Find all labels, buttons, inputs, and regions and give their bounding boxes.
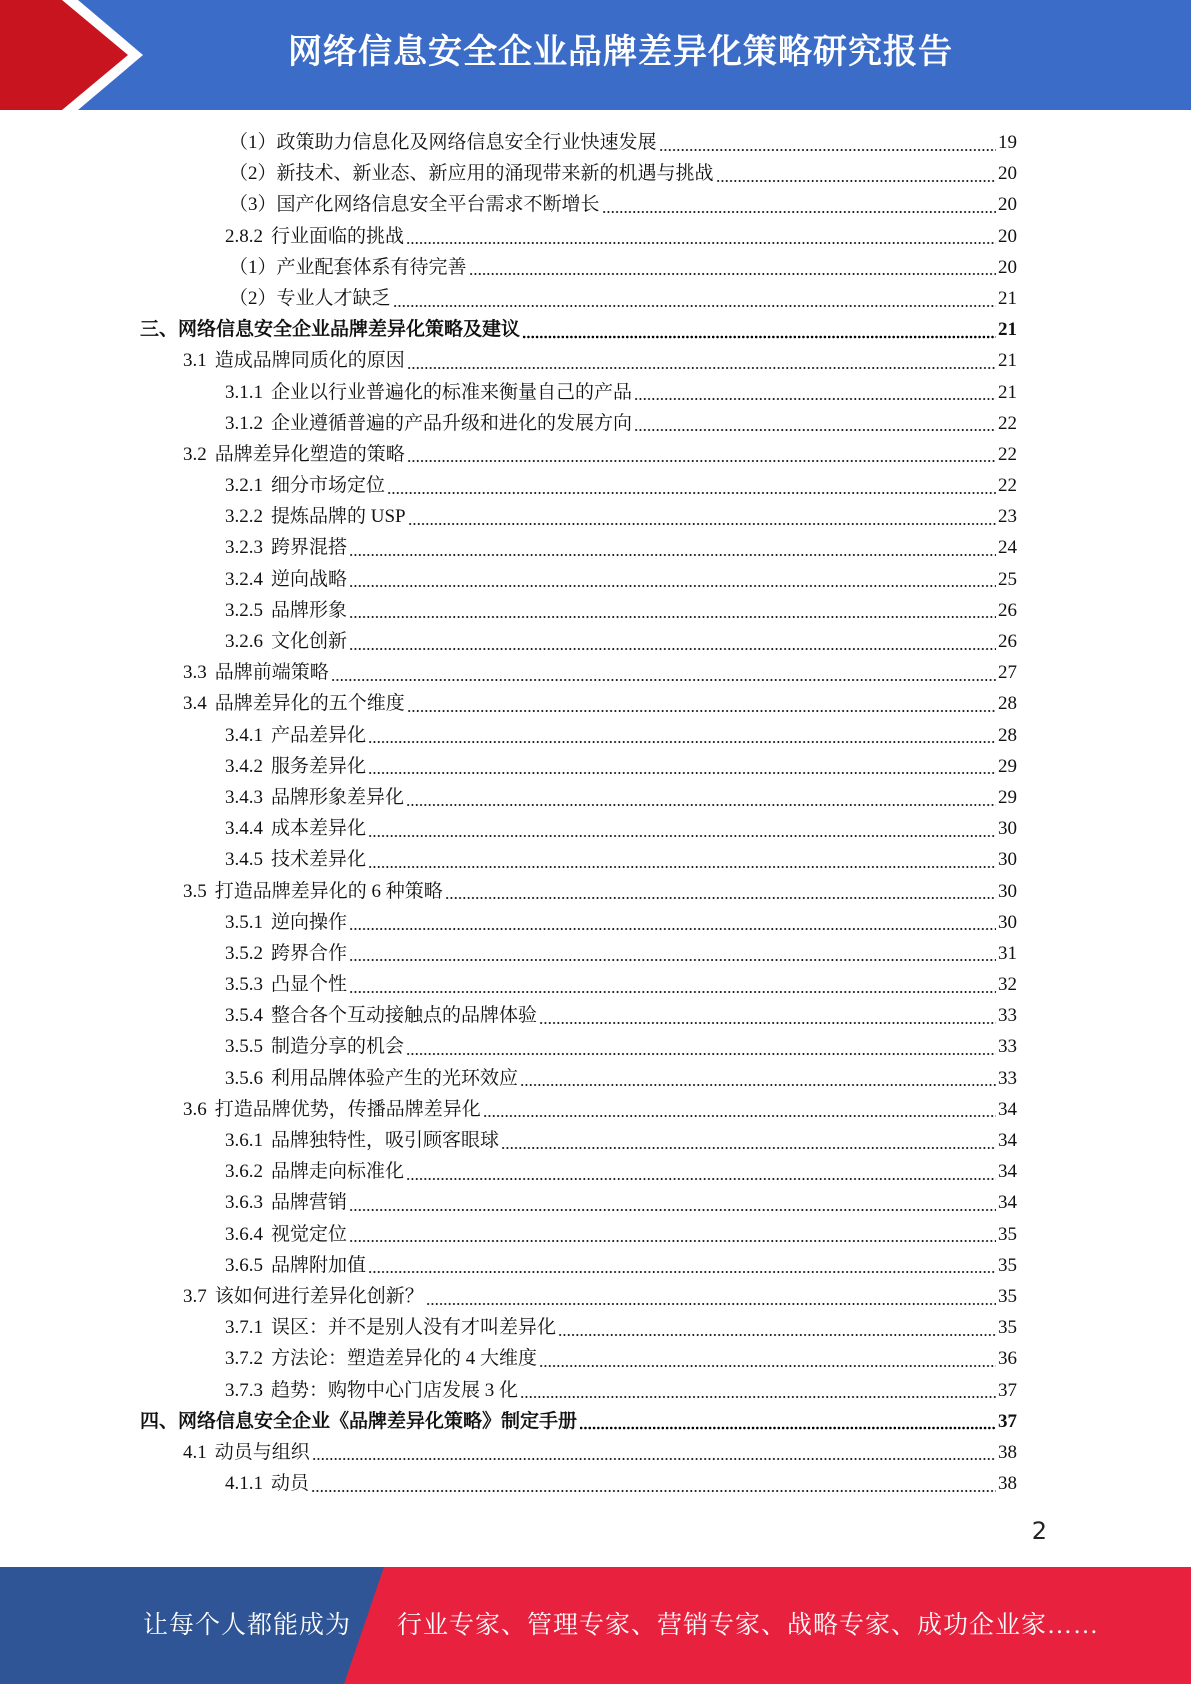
toc-entry-label (183, 345, 405, 376)
toc-entry-number: 3.5.3 (225, 974, 263, 996)
toc-entry-page: 33 (998, 1036, 1017, 1058)
toc-entry-label (225, 221, 404, 252)
toc-entry-text: 整合各个互动接触点的品牌体验 (271, 1005, 538, 1027)
toc-entry-text: 逆向战略 (271, 568, 348, 590)
toc-leader-dots (349, 957, 996, 963)
toc-entry-page: 20 (998, 225, 1017, 247)
toc-entry-text: 跨界合作 (271, 942, 348, 964)
toc-entry-text: 跨界混搭 (271, 537, 348, 559)
toc-entry[interactable] (0, 252, 1191, 283)
toc-entry-text: 品牌前端策略 (214, 662, 329, 684)
toc-leader-dots (349, 646, 996, 652)
toc-entry-number: 3.6.3 (225, 1192, 263, 1214)
toc-entry[interactable] (0, 626, 1191, 657)
toc-entry-page: 36 (998, 1348, 1017, 1370)
toc-entry-page: 35 (998, 1285, 1017, 1307)
page-footer (0, 1567, 1191, 1684)
toc-entry[interactable] (0, 127, 1191, 158)
toc-entry-page: 38 (998, 1441, 1017, 1463)
toc-leader-dots (539, 1363, 996, 1369)
toc-entry-number: 3.2.5 (225, 599, 263, 621)
toc-leader-dots (349, 1207, 996, 1213)
toc-entry-label (225, 844, 366, 875)
toc-entry-text: 动员 (271, 1473, 310, 1495)
toc-entry-page: 32 (998, 974, 1017, 996)
toc-entry-number: 3.4.4 (225, 818, 263, 840)
toc-leader-dots (349, 926, 996, 932)
toc-entry-text: 打造品牌优势，传播品牌差异化 (214, 1098, 481, 1120)
toc-entry-label (225, 1187, 347, 1218)
toc-entry[interactable] (0, 1468, 1191, 1499)
toc-leader-dots (349, 552, 996, 558)
toc-entry-number: 3.4 (183, 693, 207, 715)
toc-entry-page: 30 (998, 818, 1017, 840)
toc-entry-page: 25 (998, 568, 1017, 590)
toc-entry[interactable] (0, 751, 1191, 782)
toc-entry-number: 3.5 (183, 880, 207, 902)
toc-entry[interactable] (0, 1250, 1191, 1281)
toc-leader-dots (520, 1082, 996, 1088)
toc-entry[interactable] (0, 1406, 1191, 1437)
toc-entry-number: 3.7.1 (225, 1317, 263, 1339)
toc-leader-dots (539, 1020, 996, 1026)
toc-entry[interactable] (0, 1094, 1191, 1125)
toc-entry[interactable] (0, 1156, 1191, 1187)
toc-leader-dots (520, 1394, 996, 1400)
toc-entry-number: 3.6.5 (225, 1254, 263, 1276)
toc-entry-number: 3.7.3 (225, 1379, 263, 1401)
toc-entry-number: 3.6.2 (225, 1161, 263, 1183)
toc-entry[interactable] (0, 158, 1191, 189)
toc-leader-dots (349, 614, 996, 620)
toc-entry-number: 3.3 (183, 662, 207, 684)
toc-entry[interactable] (0, 1187, 1191, 1218)
toc-entry-text: 视觉定位 (271, 1223, 348, 1245)
toc-entry-text: 行业面临的挑战 (271, 225, 405, 247)
toc-entry[interactable] (0, 283, 1191, 314)
toc-entry[interactable] (0, 1343, 1191, 1374)
toc-leader-dots (407, 365, 996, 371)
toc-entry-number: 3.2.1 (225, 475, 263, 497)
toc-entry-text: 品牌差异化的五个维度 (214, 693, 405, 715)
toc-entry-number: 3.5.4 (225, 1005, 263, 1027)
toc-entry-text: 打造品牌差异化的 6 种策略 (214, 880, 443, 902)
toc-leader-dots (426, 1301, 996, 1307)
toc-entry-label (225, 720, 366, 751)
toc-entry-number: 3.2.2 (225, 506, 263, 528)
toc-entry-text: 成本差异化 (271, 818, 367, 840)
toc-leader-dots (368, 739, 996, 745)
toc-entry-page: 31 (998, 942, 1017, 964)
toc-entry-text: 凸显个性 (271, 974, 348, 996)
toc-entry-label (183, 688, 405, 719)
toc-entry-text: 四、网络信息安全企业《品牌差异化策略》制定手册 (140, 1410, 578, 1432)
header-arrow-icon (0, 0, 150, 110)
toc-entry-label (225, 1156, 404, 1187)
toc-entry-text: 利用品牌体验产生的光环效应 (271, 1067, 519, 1089)
toc-entry-label (225, 751, 366, 782)
toc-leader-dots (406, 1051, 996, 1057)
toc-entry-number: 3.5.5 (225, 1036, 263, 1058)
toc-entry-page: 38 (998, 1473, 1017, 1495)
toc-entry[interactable] (0, 1281, 1191, 1312)
toc-leader-dots (659, 147, 996, 153)
toc-entry-label (183, 1437, 310, 1468)
toc-entry-label (225, 1063, 518, 1094)
toc-leader-dots (349, 989, 996, 995)
toc-entry-page: 30 (998, 849, 1017, 871)
toc-entry-text: 文化创新 (271, 631, 348, 652)
toc-entry-label (225, 938, 347, 969)
toc-entry-text: 产品差异化 (271, 724, 367, 746)
toc-entry-label (229, 127, 657, 158)
toc-entry-page: 27 (998, 662, 1017, 684)
toc-leader-dots (407, 708, 996, 714)
toc-entry[interactable] (0, 408, 1191, 439)
toc-entry-text: 品牌形象差异化 (271, 786, 405, 808)
toc-entry[interactable] (0, 1063, 1191, 1094)
toc-entry-page: 37 (998, 1410, 1017, 1432)
toc-entry-number: 3.4.3 (225, 786, 263, 808)
toc-entry-text: （2）新技术、新业态、新应用的涌现带来新的机遇与挑战 (229, 163, 714, 185)
footer-slogan-left: 让每个人都能成为 (143, 1612, 352, 1639)
toc-leader-dots (501, 1145, 996, 1151)
toc-entry-text: 品牌附加值 (271, 1254, 367, 1276)
toc-entry-number: 3.1.2 (225, 412, 263, 434)
toc-entry[interactable] (0, 470, 1191, 501)
toc-entry-text: 细分市场定位 (271, 475, 386, 497)
toc-entry[interactable] (0, 314, 1191, 345)
toc-entry-label (225, 470, 385, 501)
toc-entry-label (225, 595, 347, 626)
toc-entry-page: 26 (998, 599, 1017, 621)
toc-entry-label (225, 377, 632, 408)
toc-entry-label (225, 1031, 404, 1062)
toc-entry-label (225, 1219, 347, 1250)
toc-leader-dots (408, 521, 996, 527)
toc-entry-number: 3.2 (183, 443, 207, 465)
toc-entry[interactable] (0, 377, 1191, 408)
toc-leader-dots (312, 1456, 996, 1462)
toc-leader-dots (634, 427, 996, 433)
toc-leader-dots (311, 1488, 996, 1494)
toc-entry[interactable] (0, 813, 1191, 844)
toc-leader-dots (349, 583, 996, 589)
page-number: 2 (1031, 1517, 1047, 1545)
toc-entry-label (183, 657, 329, 688)
toc-leader-dots (349, 1238, 996, 1244)
toc-entry-page: 30 (998, 880, 1017, 902)
toc-entry-label (225, 1250, 366, 1281)
toc-entry-text: 方法论：塑造差异化的 4 大维度 (271, 1348, 538, 1370)
toc-entry-page: 30 (998, 911, 1017, 933)
toc-entry-label (225, 1000, 537, 1031)
toc-entry-number: 3.1 (183, 350, 207, 372)
toc-entry[interactable] (0, 657, 1191, 688)
toc-entry-text: 三、网络信息安全企业品牌差异化策略及建议 (140, 319, 521, 341)
toc-entry-page: 20 (998, 163, 1017, 185)
toc-entry-label (225, 564, 347, 595)
toc-entry[interactable] (0, 938, 1191, 969)
toc-entry-label (225, 1312, 556, 1343)
page-header (0, 0, 1191, 110)
toc-entry[interactable] (0, 595, 1191, 626)
toc-leader-dots (368, 864, 996, 870)
toc-entry-text: 服务差异化 (271, 755, 367, 777)
toc-leader-dots (558, 1332, 996, 1338)
toc-leader-dots (579, 1425, 996, 1431)
toc-leader-dots (368, 770, 996, 776)
toc-entry[interactable] (0, 969, 1191, 1000)
toc-entry[interactable] (0, 532, 1191, 563)
report-title: 网络信息安全企业品牌差异化策略研究报告 (288, 32, 953, 72)
toc-entry-number: 3.2.6 (225, 631, 263, 652)
toc-leader-dots (407, 458, 996, 464)
toc-entry-label (225, 782, 404, 813)
toc-leader-dots (406, 802, 996, 808)
toc-entry-label (183, 876, 443, 907)
toc-entry-label (225, 408, 632, 439)
toc-entry-number: 3.7.2 (225, 1348, 263, 1370)
toc-entry[interactable] (0, 1312, 1191, 1343)
toc-entry-text: （2）专业人才缺乏 (229, 287, 391, 309)
toc-entry-page: 35 (998, 1317, 1017, 1339)
toc-entry-page: 28 (998, 724, 1017, 746)
toc-leader-dots (368, 833, 996, 839)
toc-entry[interactable] (0, 907, 1191, 938)
toc-entry-page: 34 (998, 1192, 1017, 1214)
toc-entry-number: 3.7 (183, 1285, 207, 1307)
toc-entry[interactable] (0, 1031, 1191, 1062)
toc-entry-page: 33 (998, 1005, 1017, 1027)
toc-leader-dots (469, 271, 996, 277)
toc-entry-text: 企业以行业普遍化的标准来衡量自己的产品 (271, 381, 633, 403)
toc-entry-page: 22 (998, 412, 1017, 434)
toc-entry-label (225, 813, 366, 844)
toc-entry-label (140, 314, 520, 345)
toc-entry-number: 3.6.1 (225, 1130, 263, 1151)
toc-entry-label (225, 907, 347, 938)
toc-leader-dots (393, 303, 996, 309)
toc-entry-text: 技术差异化 (271, 849, 367, 871)
toc-entry[interactable] (0, 844, 1191, 875)
toc-entry-label (183, 1281, 424, 1312)
toc-entry-text: （3）国产化网络信息安全平台需求不断增长 (229, 194, 600, 216)
toc-entry[interactable] (0, 1375, 1191, 1406)
toc-entry-number: 3.1.1 (225, 381, 263, 403)
toc-entry-label (225, 1468, 309, 1499)
toc-entry-label (225, 1343, 537, 1374)
toc-entry[interactable] (0, 1125, 1191, 1156)
toc-entry-page: 33 (998, 1067, 1017, 1089)
toc-entry-text: （1）政策助力信息化及网络信息安全行业快速发展 (229, 132, 657, 153)
toc-entry-text: 逆向操作 (271, 911, 348, 933)
toc-entry-page: 20 (998, 194, 1017, 216)
toc-entry-page: 29 (998, 755, 1017, 777)
toc-entry-label (225, 1125, 499, 1156)
toc-entry[interactable] (0, 564, 1191, 595)
toc-entry-label (225, 626, 347, 657)
toc-entry-number: 3.6.4 (225, 1223, 263, 1245)
toc-entry-page: 29 (998, 786, 1017, 808)
toc-entry-page: 21 (998, 350, 1017, 372)
toc-entry-number: 3.2.4 (225, 568, 263, 590)
table-of-contents (0, 127, 1191, 1499)
toc-entry-text: 品牌差异化塑造的策略 (214, 443, 405, 465)
toc-leader-dots (406, 240, 996, 246)
toc-entry-text: 品牌独特性，吸引顾客眼球 (271, 1130, 500, 1151)
toc-entry-text: 提炼品牌的 USP (271, 506, 406, 528)
toc-entry-label (183, 439, 405, 470)
toc-entry-page: 35 (998, 1223, 1017, 1245)
toc-entry-page: 37 (998, 1379, 1017, 1401)
toc-entry[interactable] (0, 688, 1191, 719)
toc-entry-text: （1）产业配套体系有待完善 (229, 256, 467, 278)
toc-entry-text: 动员与组织 (214, 1441, 310, 1463)
toc-entry-label (225, 969, 347, 1000)
toc-entry-label (140, 1406, 577, 1437)
toc-entry-label (229, 158, 714, 189)
toc-entry-text: 企业遵循普遍的产品升级和进化的发展方向 (271, 412, 633, 434)
toc-entry-page: 23 (998, 506, 1017, 528)
toc-entry-page: 21 (998, 319, 1017, 341)
toc-entry-page: 28 (998, 693, 1017, 715)
toc-entry-page: 34 (998, 1161, 1017, 1183)
toc-entry-page: 34 (998, 1130, 1017, 1151)
toc-leader-dots (387, 490, 996, 496)
toc-leader-dots (368, 1269, 996, 1275)
toc-entry[interactable] (0, 189, 1191, 220)
toc-entry-page: 21 (998, 287, 1017, 309)
toc-entry[interactable] (0, 876, 1191, 907)
toc-entry-label (229, 189, 600, 220)
toc-entry[interactable] (0, 1437, 1191, 1468)
toc-entry-label (225, 501, 406, 532)
toc-entry-page: 22 (998, 443, 1017, 465)
toc-entry-number: 3.5.2 (225, 942, 263, 964)
toc-entry[interactable] (0, 439, 1191, 470)
toc-leader-dots (406, 1176, 996, 1182)
toc-entry-number: 3.4.1 (225, 724, 263, 746)
toc-entry-text: 该如何进行差异化创新？ (214, 1285, 424, 1307)
toc-entry-page: 19 (998, 132, 1017, 153)
toc-entry-number: 2.8.2 (225, 225, 263, 247)
toc-entry-page: 26 (998, 631, 1017, 652)
toc-leader-dots (522, 334, 996, 340)
toc-entry-label (183, 1094, 481, 1125)
toc-leader-dots (716, 178, 996, 184)
toc-entry-number: 4.1 (183, 1441, 207, 1463)
toc-leader-dots (483, 1113, 996, 1119)
toc-leader-dots (602, 209, 996, 215)
footer-slogan-right: 行业专家、管理专家、营销专家、战略专家、成功企业家…… (397, 1612, 1100, 1639)
toc-entry-page: 21 (998, 381, 1017, 403)
toc-entry-page: 24 (998, 537, 1017, 559)
toc-entry[interactable] (0, 1219, 1191, 1250)
toc-entry-label (225, 532, 347, 563)
toc-entry-number: 4.1.1 (225, 1473, 263, 1495)
toc-entry[interactable] (0, 501, 1191, 532)
toc-entry-text: 制造分享的机会 (271, 1036, 405, 1058)
toc-leader-dots (331, 677, 996, 683)
toc-entry[interactable] (0, 782, 1191, 813)
toc-entry-label (229, 283, 391, 314)
toc-entry-number: 3.2.3 (225, 537, 263, 559)
toc-entry-number: 3.5.6 (225, 1067, 263, 1089)
toc-entry-text: 趋势：购物中心门店发展 3 化 (271, 1379, 519, 1401)
toc-entry-page: 20 (998, 256, 1017, 278)
toc-entry[interactable] (0, 221, 1191, 252)
toc-leader-dots (445, 895, 996, 901)
toc-entry-text: 品牌形象 (271, 599, 348, 621)
toc-entry[interactable] (0, 1000, 1191, 1031)
toc-entry-number: 3.6 (183, 1098, 207, 1120)
toc-leader-dots (634, 396, 996, 402)
toc-entry-text: 造成品牌同质化的原因 (214, 350, 405, 372)
toc-entry-label (225, 1375, 518, 1406)
toc-entry-text: 品牌营销 (271, 1192, 348, 1214)
toc-entry-page: 22 (998, 475, 1017, 497)
toc-entry-number: 3.4.2 (225, 755, 263, 777)
toc-entry-page: 34 (998, 1098, 1017, 1120)
toc-entry[interactable] (0, 345, 1191, 376)
toc-entry-page: 35 (998, 1254, 1017, 1276)
toc-entry-text: 误区：并不是别人没有才叫差异化 (271, 1317, 557, 1339)
toc-entry[interactable] (0, 720, 1191, 751)
toc-entry-number: 3.5.1 (225, 911, 263, 933)
toc-entry-number: 3.4.5 (225, 849, 263, 871)
toc-entry-label (229, 252, 467, 283)
toc-entry-text: 品牌走向标准化 (271, 1161, 405, 1183)
